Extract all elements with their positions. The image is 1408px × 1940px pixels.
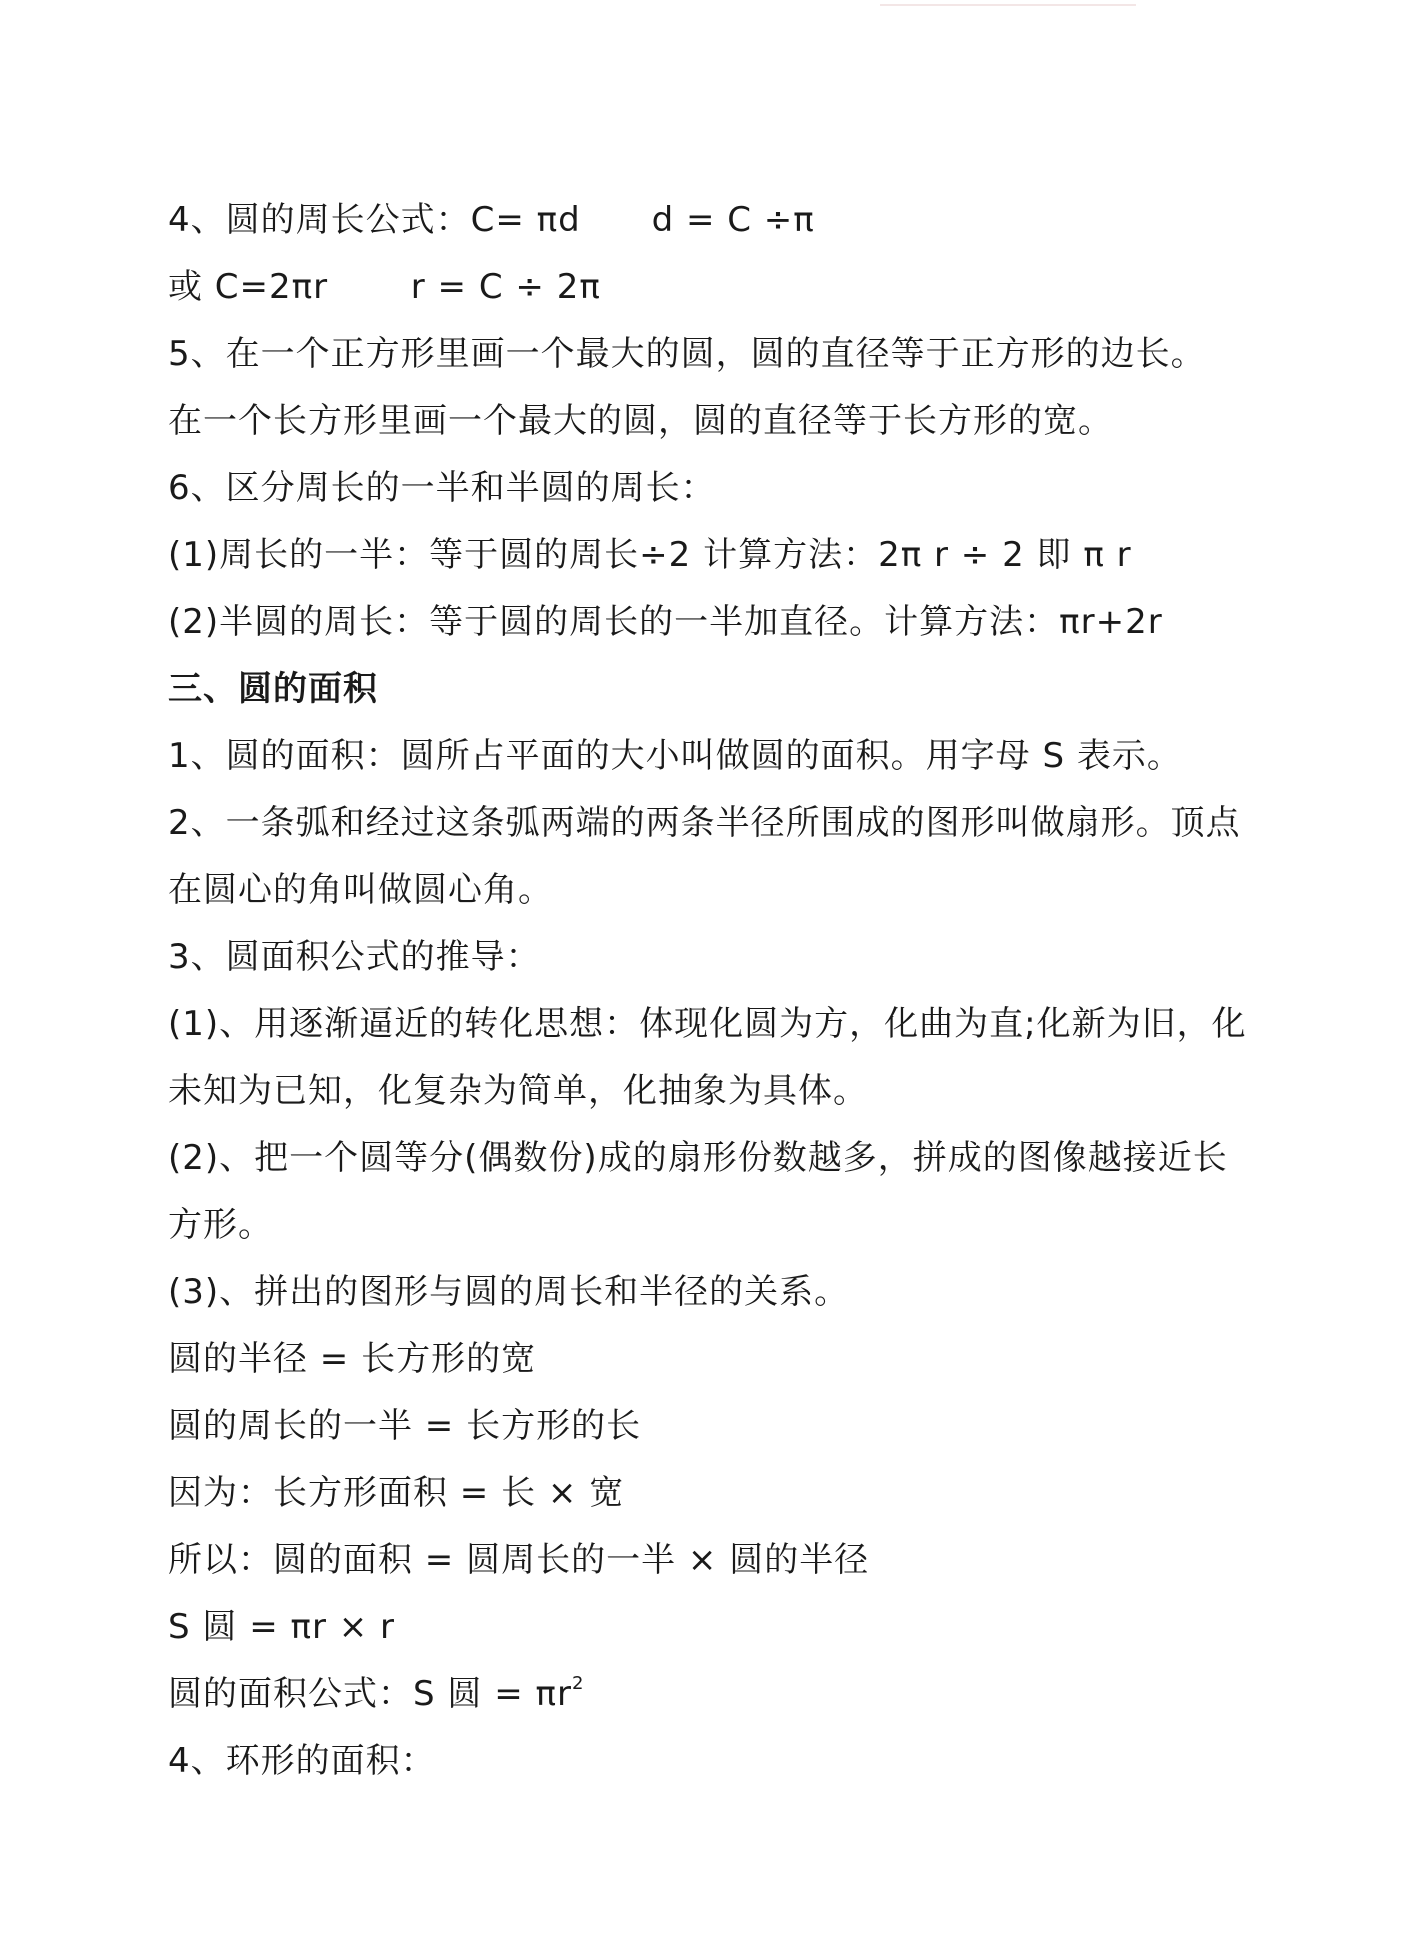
text-line-sector-definition: 2、一条弧和经过这条弧两端的两条半径所围成的图形叫做扇形。顶点: [168, 803, 1241, 843]
text-line-area-definition: 1、圆的面积：圆所占平面的大小叫做圆的面积。用字母 S 表示。: [168, 736, 1182, 776]
text-line-divide-circle-2: 方形。: [168, 1205, 273, 1245]
text-line-rectangle-area: 因为：长方形面积 = 长 × 宽: [168, 1473, 625, 1513]
text-line-semicircle-perimeter: (2)半圆的周长：等于圆的周长的一半加直径。计算方法：πr+2r: [168, 602, 1163, 642]
text-line-square-circle: 5、在一个正方形里画一个最大的圆，圆的直径等于正方形的边长。: [168, 334, 1206, 374]
scan-edge-line: [880, 4, 1136, 6]
text-line-central-angle: 在圆心的角叫做圆心角。: [168, 870, 553, 910]
text-line-radius-width: 圆的半径 = 长方形的宽: [168, 1339, 537, 1379]
text-line-s-circle: S 圆 = πr × r: [168, 1607, 396, 1647]
text-line-shape-relation: (3)、拼出的图形与圆的周长和半径的关系。: [168, 1272, 850, 1312]
text-line-approximation-idea-2: 未知为已知，化复杂为简单，化抽象为具体。: [168, 1071, 868, 1111]
text-line-rectangle-circle: 在一个长方形里画一个最大的圆，圆的直径等于长方形的宽。: [168, 401, 1113, 441]
text-line-area-derivation: 3、圆面积公式的推导：: [168, 937, 541, 977]
text-line-distinguish-perimeter: 6、区分周长的一半和半圆的周长：: [168, 468, 716, 508]
text-line-ring-area: 4、环形的面积：: [168, 1741, 436, 1781]
text-line-half-circumference: (1)周长的一半：等于圆的周长÷2 计算方法：2π r ÷ 2 即 π r: [168, 535, 1132, 575]
area-formula-text: 圆的面积公式：S 圆 = πr: [168, 1674, 572, 1714]
area-formula-exponent: 2: [571, 1672, 585, 1694]
text-line-divide-circle-1: (2)、把一个圆等分(偶数份)成的扇形份数越多，拼成的图像越接近长: [168, 1138, 1228, 1178]
text-line-circumference-formula-1: 4、圆的周长公式：C= πd d = C ÷π: [168, 200, 815, 240]
text-line-circle-area-relation: 所以：圆的面积 = 圆周长的一半 × 圆的半径: [168, 1540, 870, 1580]
text-line-approximation-idea-1: (1)、用逐渐逼近的转化思想：体现化圆为方，化曲为直;化新为旧，化: [168, 1004, 1247, 1044]
text-line-area-formula: [168, 1674, 584, 1714]
section-heading-circle-area: 三、圆的面积: [168, 669, 378, 709]
text-line-circumference-formula-2: 或 C=2πr r = C ÷ 2π: [168, 267, 601, 307]
text-line-half-circumference-length: 圆的周长的一半 = 长方形的长: [168, 1406, 642, 1446]
